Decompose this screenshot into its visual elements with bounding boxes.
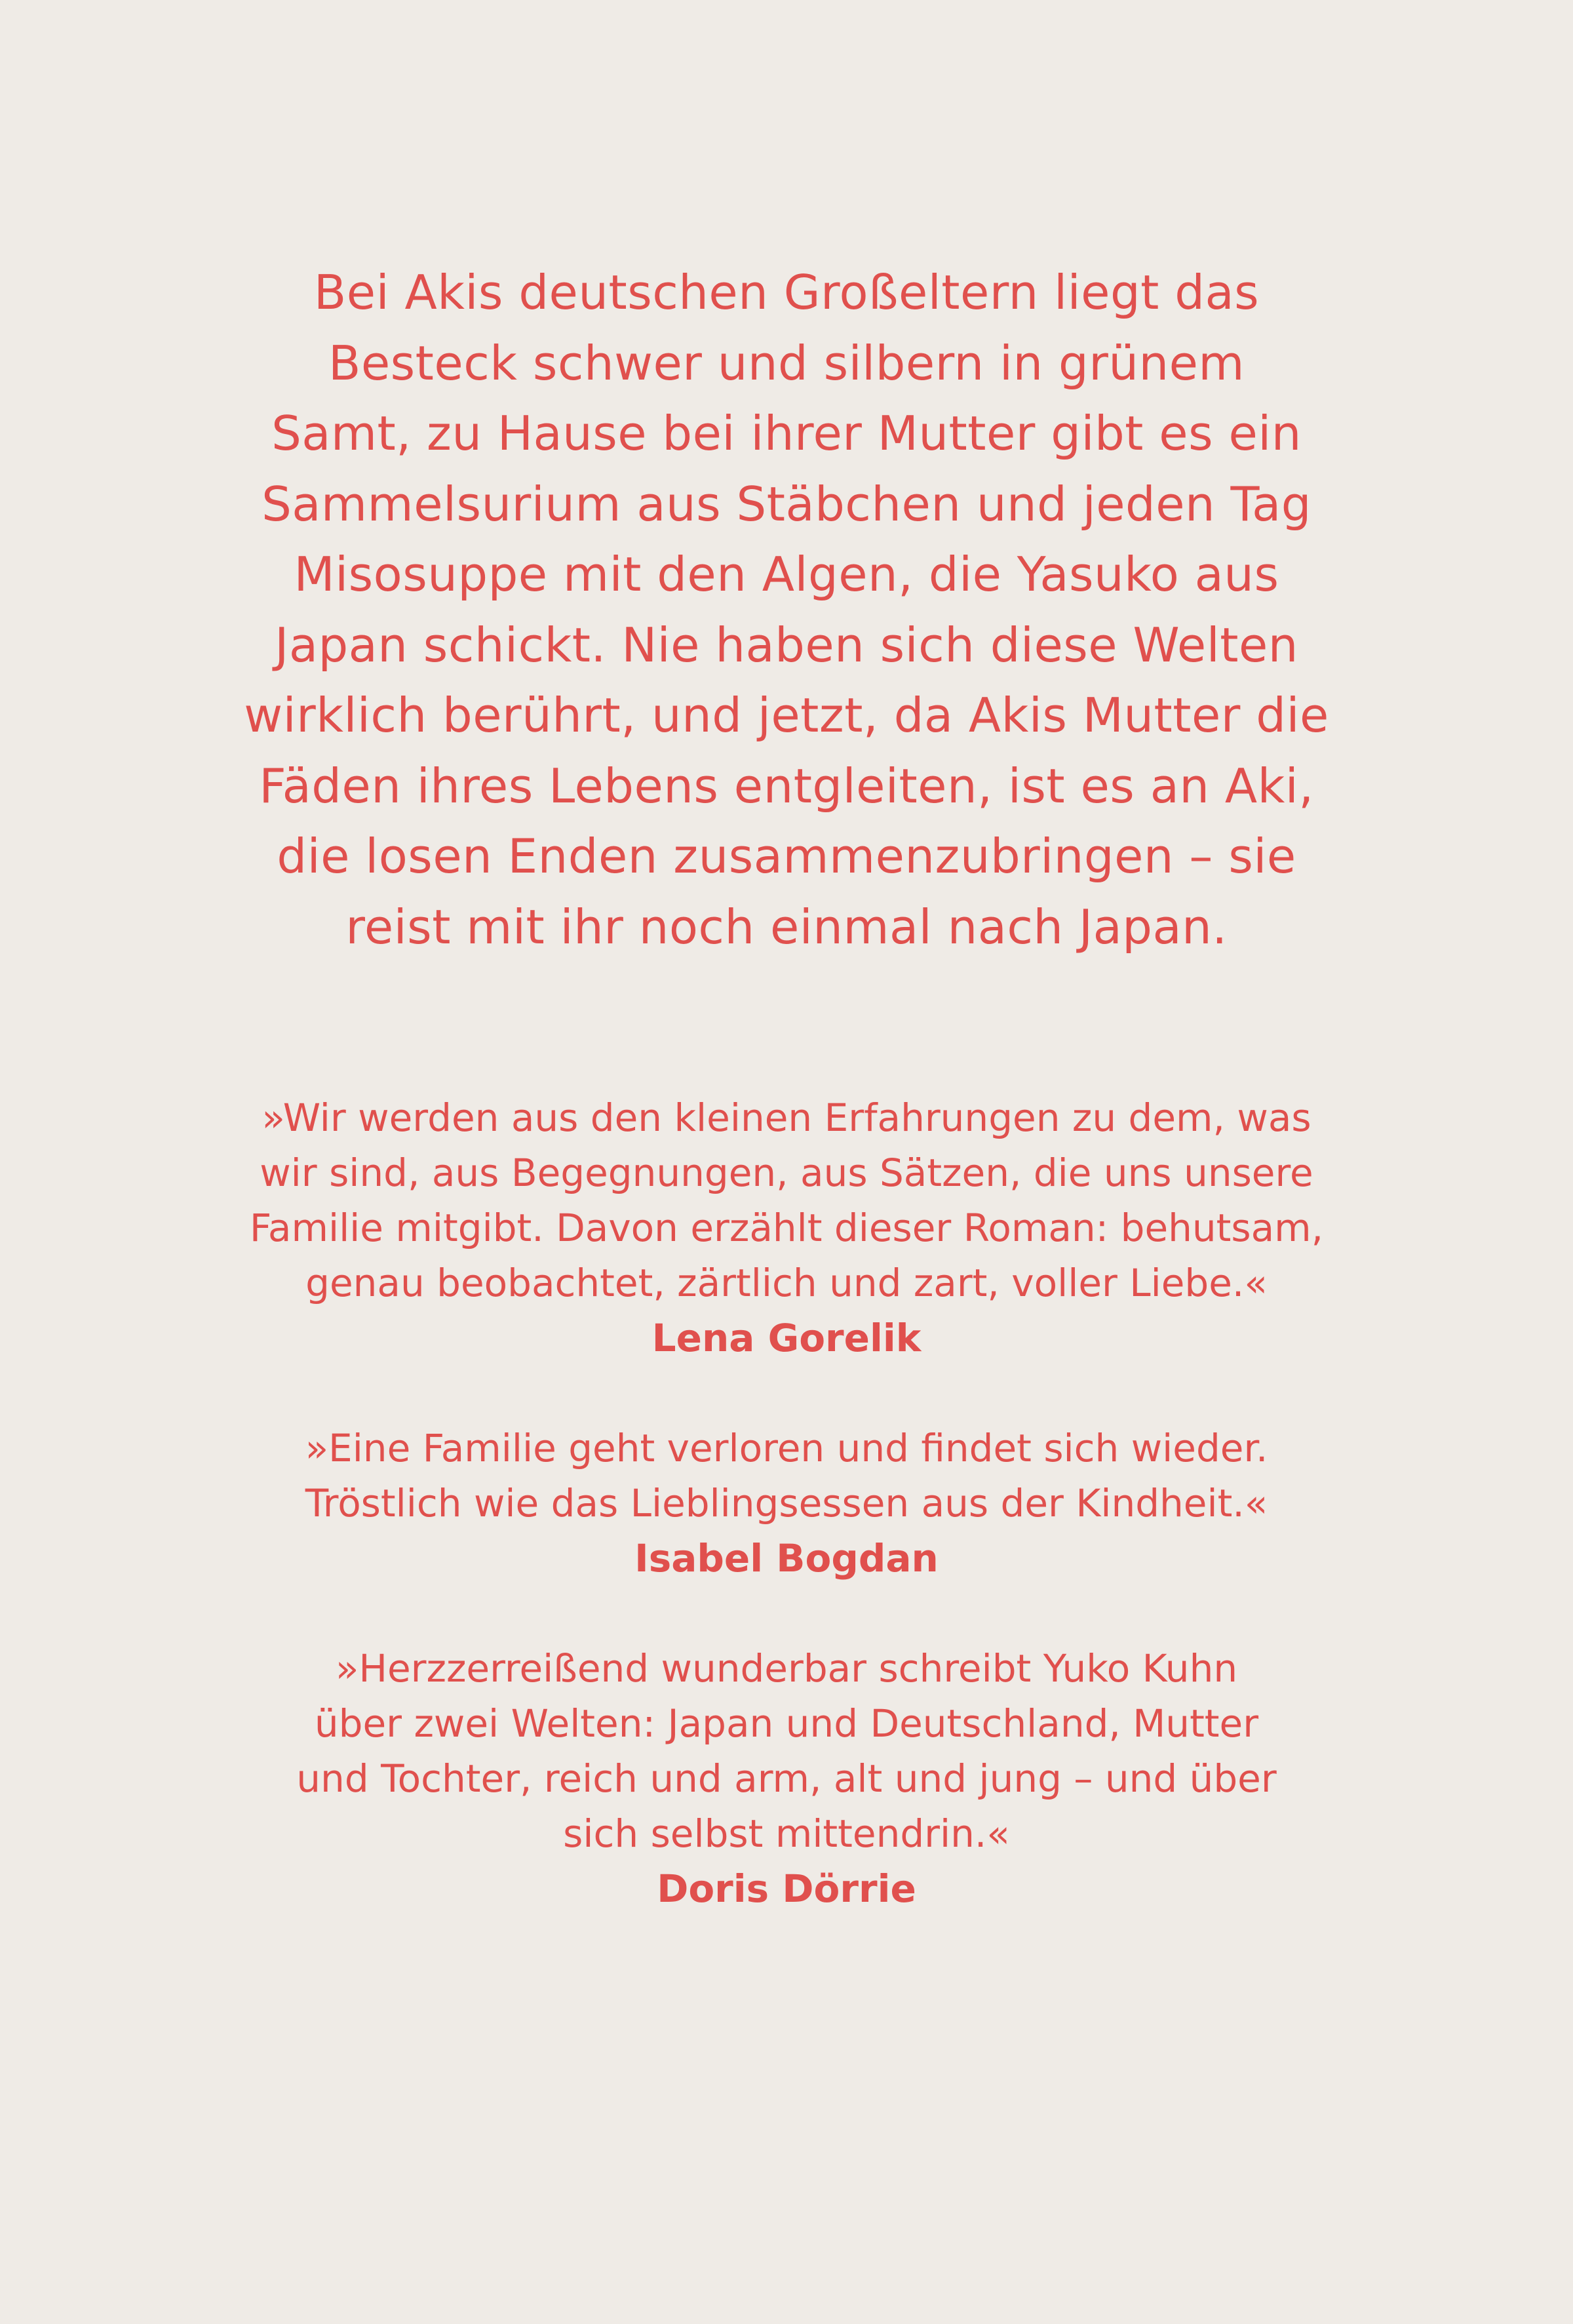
blurb-line: Bei Akis deutschen Großeltern liegt das xyxy=(313,265,1260,320)
review-quote xyxy=(131,1421,1442,1586)
blurb-line: Besteck schwer und silbern in grünem xyxy=(328,335,1245,391)
review-quote xyxy=(131,1090,1442,1366)
quote-line: über zwei Welten: Japan und Deutschland, Mutter xyxy=(314,1701,1259,1746)
blurb-line: Fäden ihres Lebens entgleiten, ist es an Aki, xyxy=(259,758,1314,814)
review-quotes xyxy=(131,1090,1442,1916)
blurb-line: Sammelsurium aus Stäbchen und jeden Tag xyxy=(262,476,1311,532)
blurb-line: wirklich berührt, und jetzt, da Akis Mutter die xyxy=(244,688,1329,743)
review-quote xyxy=(131,1641,1442,1916)
quote-author: Lena Gorelik xyxy=(651,1316,922,1360)
quote-line: genau beobachtet, zärtlich und zart, voller Liebe.« xyxy=(305,1261,1268,1305)
quote-line: Tröstlich wie das Lieblingsessen aus der Kindheit.« xyxy=(305,1481,1268,1526)
blurb-line: reist mit ihr noch einmal nach Japan. xyxy=(345,899,1228,955)
quote-line: »Eine Familie geht verloren und findet sich wieder. xyxy=(305,1426,1268,1470)
blurb-line: die losen Enden zusammenzubringen – sie xyxy=(277,829,1296,884)
quote-line: und Tochter, reich und arm, alt und jung – und über xyxy=(296,1756,1277,1801)
blurb-line: Misosuppe mit den Algen, die Yasuko aus xyxy=(294,547,1279,602)
quote-line: »Wir werden aus den kleinen Erfahrungen zu dem, was xyxy=(262,1095,1311,1140)
quote-author: Doris Dörrie xyxy=(657,1866,916,1911)
quote-line: Familie mitgibt. Davon erzählt dieser Roman: behutsam, xyxy=(249,1206,1324,1250)
blurb-line: Japan schickt. Nie haben sich diese Welten xyxy=(275,617,1298,673)
blurb-line: Samt, zu Hause bei ihrer Mutter gibt es ein xyxy=(271,406,1302,461)
quote-author: Isabel Bogdan xyxy=(634,1536,939,1581)
quote-line: sich selbst mittendrin.« xyxy=(563,1811,1010,1856)
blurb-paragraph xyxy=(131,258,1442,962)
quote-line: »Herzzerreißend wunderbar schreibt Yuko Kuhn xyxy=(335,1646,1238,1691)
quote-line: wir sind, aus Begegnungen, aus Sätzen, die uns unsere xyxy=(260,1151,1313,1195)
